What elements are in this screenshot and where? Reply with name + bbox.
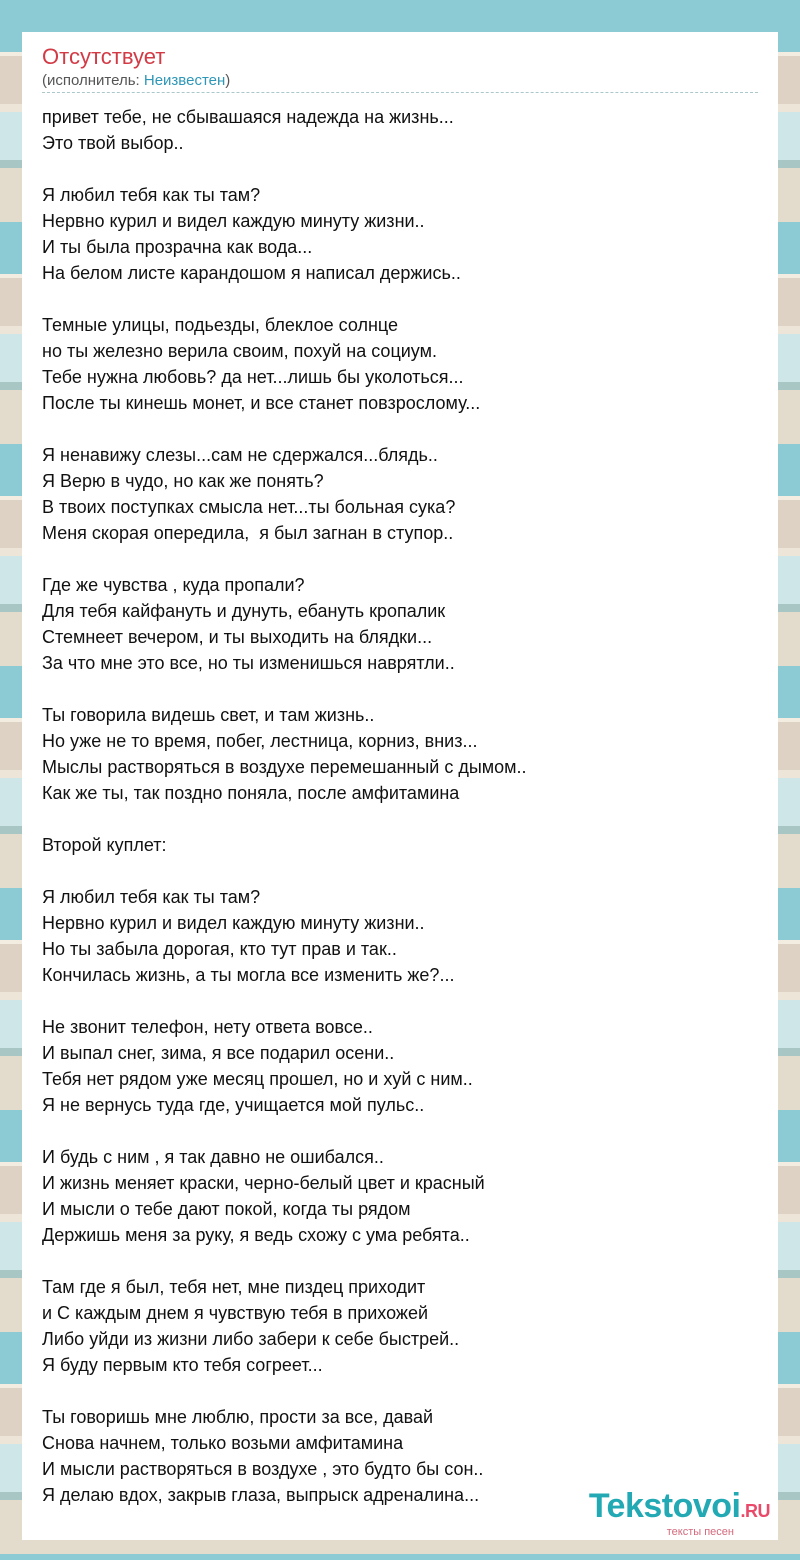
divider	[42, 92, 758, 93]
lyrics-line: Я буду первым кто тебя согреет...	[42, 1355, 323, 1375]
lyrics-blank-line	[42, 416, 758, 442]
lyrics-line: За что мне это все, но ты изменишься наврятли..	[42, 653, 455, 673]
lyrics-blank-line	[42, 546, 758, 572]
lyrics-line: И жизнь меняет краски, черно-белый цвет и красный	[42, 1173, 485, 1193]
lyrics-blank-line	[42, 676, 758, 702]
lyrics-blank-line	[42, 1248, 758, 1274]
lyrics-blank-line	[42, 286, 758, 312]
lyrics-line: После ты кинешь монет, и все станет повзрослому...	[42, 393, 481, 413]
logo-name: Tekstovoi	[588, 1487, 741, 1525]
lyrics-line: Нервно курил и видел каждую минуту жизни..	[42, 913, 425, 933]
lyrics-line: Я не вернусь туда где, учищается мой пульс..	[42, 1095, 425, 1115]
lyrics-line: Это твой выбор..	[42, 133, 184, 153]
lyrics-line: Второй куплет:	[42, 835, 167, 855]
lyrics-line: Я любил тебя как ты там?	[42, 185, 261, 205]
lyrics-blank-line	[42, 1118, 758, 1144]
site-logo[interactable]	[589, 1489, 770, 1538]
lyrics-line: Либо уйди из жизни либо забери к себе быстрей..	[42, 1329, 460, 1349]
lyrics-line: Меня скорая опередила, я был загнан в ступор..	[42, 523, 454, 543]
lyrics-line: Как же ты, так поздно поняла, после амфитамина	[42, 783, 460, 803]
lyrics-line: Я делаю вдох, закрыв глаза, выпрыск адреналина...	[42, 1485, 480, 1505]
logo-tagline: тексты песен	[666, 1526, 734, 1538]
lyrics-blank-line	[42, 988, 758, 1014]
lyrics-line: Стемнеет вечером, и ты выходить на блядки...	[42, 627, 433, 647]
lyrics-blank-line	[42, 1378, 758, 1404]
lyrics-line: И мысли о тебе дают покой, когда ты рядом	[42, 1199, 411, 1219]
lyrics-blank-line	[42, 806, 758, 832]
lyrics-line: Кончилась жизнь, а ты могла все изменить же?...	[42, 965, 455, 985]
lyrics-line: привет тебе, не сбывашаяся надежда на жизнь...	[42, 107, 454, 127]
lyrics-line: Мыслы растворяться в воздухе перемешанный с дымом..	[42, 757, 527, 777]
lyrics-line: Снова начнем, только возьми амфитамина	[42, 1433, 404, 1453]
lyrics-blank-line	[42, 858, 758, 884]
lyrics-line: Темные улицы, подьезды, блеклое солнце	[42, 315, 399, 335]
logo-tld: .RU	[740, 1501, 770, 1521]
lyrics-line: Я Верю в чудо, но как же понять?	[42, 471, 324, 491]
lyrics-line: Я любил тебя как ты там?	[42, 887, 261, 907]
lyrics-text	[42, 104, 758, 1508]
lyrics-line: и С каждым днем я чувствую тебя в прихожей	[42, 1303, 429, 1323]
lyrics-line: Тебе нужна любовь? да нет...лишь бы уколоться...	[42, 367, 464, 387]
artist-suffix: )	[225, 72, 231, 89]
lyrics-line: Где же чувства , куда пропали?	[42, 575, 305, 595]
lyrics-line: И выпал снег, зима, я все подарил осени..	[42, 1043, 395, 1063]
lyrics-line: Там где я был, тебя нет, мне пиздец приходит	[42, 1277, 426, 1297]
lyrics-line: И ты была прозрачна как вода...	[42, 237, 313, 257]
lyrics-line: Держишь меня за руку, я ведь схожу с ума ребята..	[42, 1225, 470, 1245]
lyrics-line: Но ты забыла дорогая, кто тут прав и так..	[42, 939, 397, 959]
lyrics-line: Ты говорила видешь свет, и там жизнь..	[42, 705, 375, 725]
lyrics-card	[22, 32, 778, 1540]
lyrics-line: Но уже не то время, побег, лестница, корниз, вниз...	[42, 731, 478, 751]
lyrics-line: Я ненавижу слезы...сам не сдержался...блядь..	[42, 445, 438, 465]
lyrics-line: Ты говоришь мне люблю, прости за все, давай	[42, 1407, 434, 1427]
artist-line	[42, 72, 230, 90]
lyrics-line: На белом листе карандошом я написал держись..	[42, 263, 461, 283]
lyrics-line: И будь с ним , я так давно не ошибался..	[42, 1147, 384, 1167]
lyrics-line: Не звонит телефон, нету ответа вовсе..	[42, 1017, 373, 1037]
lyrics-line: И мысли растворяться в воздухе , это будто бы сон..	[42, 1459, 484, 1479]
lyrics-line: но ты железно верила своим, похуй на социум.	[42, 341, 437, 361]
lyrics-line: Нервно курил и видел каждую минуту жизни..	[42, 211, 425, 231]
lyrics-blank-line	[42, 156, 758, 182]
lyrics-line: Тебя нет рядом уже месяц прошел, но и хуй с ним..	[42, 1069, 473, 1089]
lyrics-line: Для тебя кайфануть и дунуть, ебануть кропалик	[42, 601, 446, 621]
artist-prefix: (исполнитель:	[42, 72, 144, 89]
lyrics-line: В твоих поступках смысла нет...ты больная сука?	[42, 497, 456, 517]
logo-wordmark	[589, 1489, 770, 1528]
song-title: Отсутствует	[42, 44, 166, 69]
artist-link[interactable]: Неизвестен	[143, 72, 226, 89]
